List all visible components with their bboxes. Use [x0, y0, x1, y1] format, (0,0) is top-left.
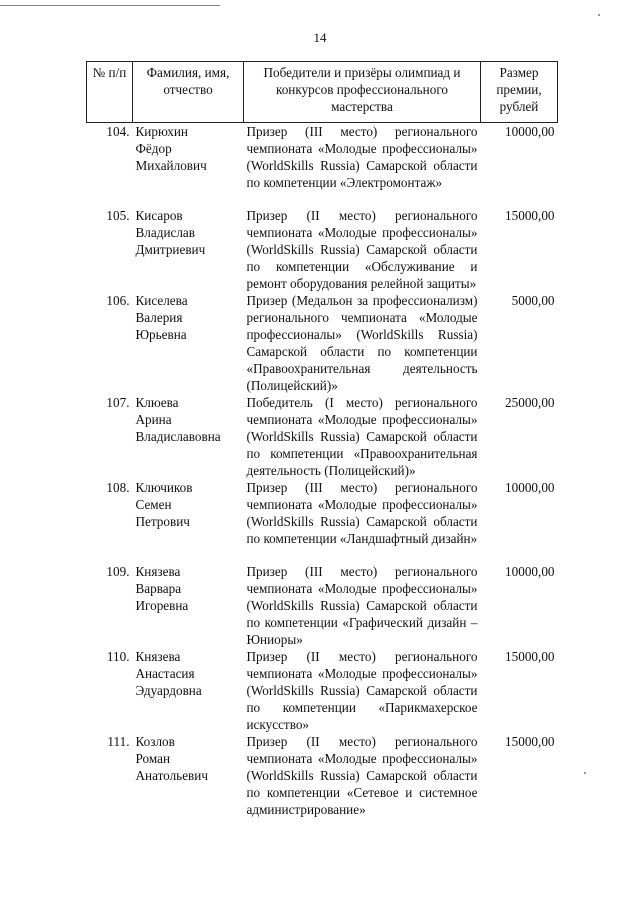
header-prize: Размер премии, рублей	[481, 62, 558, 123]
first-name: Арина	[135, 412, 172, 427]
surname: Ключиков	[135, 480, 193, 495]
prize-amount: 10000,00	[505, 480, 555, 495]
table-row	[87, 207, 558, 292]
row-number: 105.	[106, 208, 130, 223]
patronymic: Игоревна	[135, 598, 189, 613]
row-number: 107.	[106, 395, 130, 410]
row-number: 111.	[107, 734, 130, 749]
surname: Кисаров	[135, 208, 183, 223]
surname: Козлов	[135, 734, 175, 749]
patronymic: Анатольевич	[135, 768, 208, 783]
first-name: Роман	[135, 751, 171, 766]
table-row	[87, 123, 558, 208]
award-description: Призер (Медальон за профессионализм) регионального чемпионата «Молодые профессионалы» (WorldSkills Russia) Самарской области по компетенции «Правоохранительная деятельность (Полицейский)»	[246, 293, 478, 393]
person-name	[133, 733, 244, 818]
surname: Клюева	[135, 395, 179, 410]
person-name	[133, 123, 244, 208]
award-description: Призер (III место) регионального чемпионата «Молодые профессионалы» (WorldSkills Russia) Самарской области по компетенции «Ландшафтный дизайн»	[246, 480, 478, 546]
first-name: Варвара	[135, 581, 182, 596]
prize-amount: 15000,00	[505, 649, 555, 664]
award-description: Победитель (I место) регионального чемпионата «Молодые профессионалы» (WorldSkills Russia) Самарской области по компетенции «Правоохранительная деятельность (Полицейский)»	[246, 395, 478, 478]
surname: Князева	[135, 649, 181, 664]
header-award: Победители и призёры олимпиад и конкурсов профессионального мастерства	[244, 62, 481, 123]
person-name	[133, 479, 244, 563]
table-body	[87, 123, 558, 819]
patronymic: Дмитриевич	[135, 242, 206, 257]
prize-amount: 5000,00	[511, 293, 555, 308]
patronymic: Петрович	[135, 514, 190, 529]
person-name	[133, 563, 244, 648]
row-number: 104.	[106, 124, 130, 139]
row-number: 110.	[106, 649, 130, 664]
award-description: Призер (III место) регионального чемпионата «Молодые профессионалы» (WorldSkills Russia) Самарской области по компетенции «Графический дизайн – Юниоры»	[246, 564, 478, 647]
patronymic: Юрьевна	[135, 327, 187, 342]
scan-speck	[598, 14, 600, 16]
awards-table	[86, 61, 558, 818]
scan-speck	[584, 772, 586, 774]
award-description: Призер (II место) регионального чемпионата «Молодые профессионалы» (WorldSkills Russia) Самарской области по компетенции «Обслуживание и ремонт оборудования релейной защиты»	[246, 208, 478, 291]
table-row	[87, 648, 558, 733]
person-name	[133, 394, 244, 479]
prize-amount: 15000,00	[505, 208, 555, 223]
top-rule	[0, 5, 220, 6]
row-number: 109.	[106, 564, 130, 579]
page-number: 14	[313, 30, 327, 45]
header-name: Фамилия, имя, отчество	[133, 62, 244, 123]
surname: Киселева	[135, 293, 188, 308]
award-description: Призер (III место) регионального чемпионата «Молодые профессионалы» (WorldSkills Russia) Самарской области по компетенции «Электромонтаж»	[246, 124, 478, 190]
table-row	[87, 394, 558, 479]
first-name: Семен	[135, 497, 172, 512]
prize-amount: 25000,00	[505, 395, 555, 410]
table-row	[87, 563, 558, 648]
person-name	[133, 207, 244, 292]
first-name: Владислав	[135, 225, 196, 240]
first-name: Анастасия	[135, 666, 195, 681]
table-row	[87, 733, 558, 818]
prize-amount: 10000,00	[505, 124, 555, 139]
person-name	[133, 648, 244, 733]
award-description: Призер (II место) регионального чемпионата «Молодые профессионалы» (WorldSkills Russia) Самарской области по компетенции «Сетевое и системное администрирование»	[246, 734, 478, 817]
surname: Князева	[135, 564, 181, 579]
patronymic: Эдуардовна	[135, 683, 202, 698]
first-name: Фёдор	[135, 141, 172, 156]
prize-amount: 15000,00	[505, 734, 555, 749]
person-name	[133, 292, 244, 394]
surname: Кирюхин	[135, 124, 188, 139]
first-name: Валерия	[135, 310, 183, 325]
row-number: 108.	[106, 480, 130, 495]
header-num: № п/п	[87, 62, 133, 123]
table-row	[87, 292, 558, 394]
patronymic: Михайлович	[135, 158, 207, 173]
row-number: 106.	[106, 293, 130, 308]
prize-amount: 10000,00	[505, 564, 555, 579]
table-header-row	[87, 62, 558, 123]
award-description: Призер (II место) регионального чемпионата «Молодые профессионалы» (WorldSkills Russia) Самарской области по компетенции «Парикмахерское искусство»	[246, 649, 478, 732]
table-row	[87, 479, 558, 563]
patronymic: Владиславовна	[135, 429, 221, 444]
